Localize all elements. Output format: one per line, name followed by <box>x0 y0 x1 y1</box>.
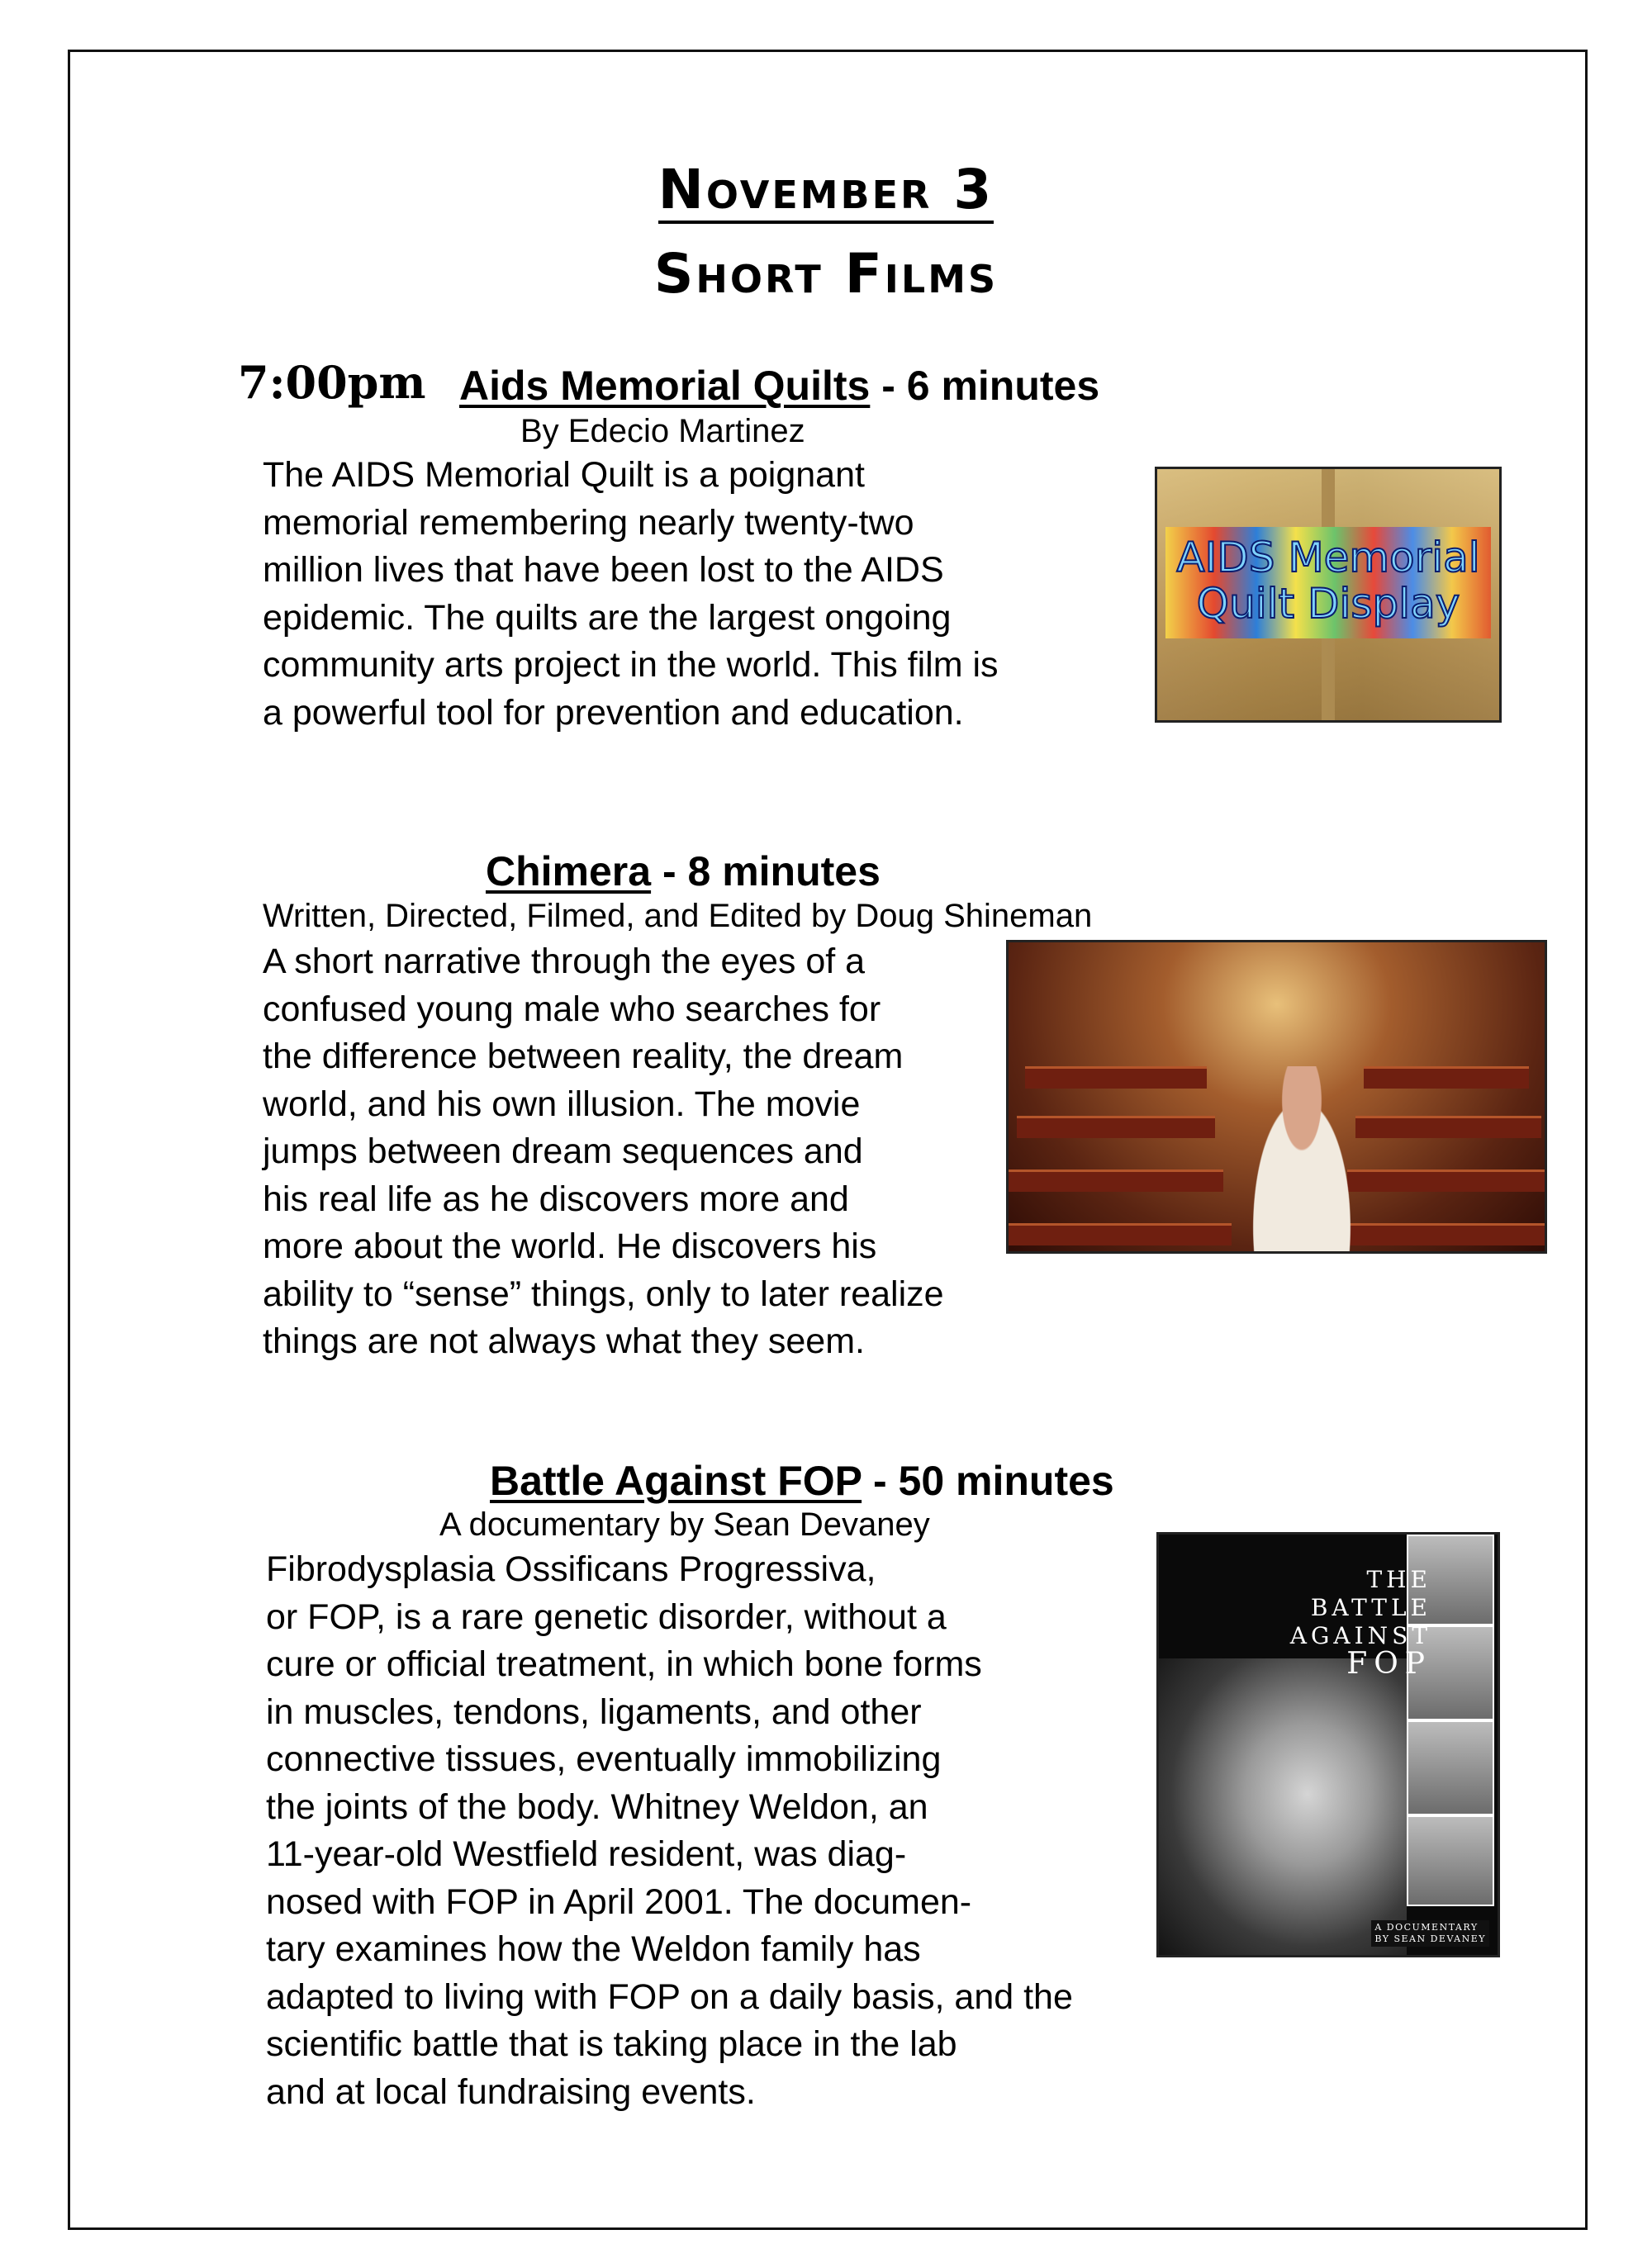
film-description: Fibrodysplasia Ossificans Progressiva, or FOP, is a rare genetic disorder, without a cure or official treatment, in which bone forms in muscles, tendons, ligaments, and other connective tissues, eventually immobilizing the joints of the body. Whitney Weldon, an 11-year-old Westfield resident, was diag- nosed with FOP in April 2001. The documen- tary examines how the Weldon family has adapted to living with FOP on a daily basis, and the scientific battle that is taking place in the lab and at local fundraising events. <box>266 1549 1073 2112</box>
film-credit: Written, Directed, Filmed, and Edited by Doug Shineman <box>263 898 1093 934</box>
start-time: 7:00pm <box>238 356 426 409</box>
film-credit: A documentary by Sean Devaney <box>439 1506 930 1543</box>
chimera-still-image <box>1006 940 1547 1254</box>
film-title-aids-memorial-quilts: Aids Memorial Quilts - 6 minutes <box>459 363 1100 409</box>
film-credit: By Edecio Martinez <box>520 413 805 449</box>
poster-title: THE BATTLE AGAINST FOP <box>1289 1566 1431 1681</box>
film-description: A short narrative through the eyes of a confused young male who searches for the difference between reality, the dream world, and his own illusion. The movie jumps between dream sequences and his real life as he discovers more and more about the world. He discovers his ability to “sense” things, only to later realize things are not always what they seem. <box>263 942 944 1361</box>
film-title-chimera: Chimera - 8 minutes <box>486 848 881 894</box>
fop-poster-image <box>1156 1532 1500 1957</box>
poster-footer: A DOCUMENTARY BY SEAN DEVANEY <box>1371 1920 1489 1947</box>
program-date: November 3 <box>0 157 1652 224</box>
film-description: The AIDS Memorial Quilt is a poignant memorial remembering nearly twenty-two million lives that have been lost to the AIDS epidemic. The quilts are the largest ongoing community arts project in the world. This film is a powerful tool for prevention and education. <box>263 455 999 733</box>
film-title-battle-against-fop: Battle Against FOP - 50 minutes <box>490 1458 1114 1504</box>
aids-quilt-still-image: AIDS Memorial Quilt Display <box>1155 467 1502 723</box>
program-subtitle: Short Films <box>653 242 999 306</box>
